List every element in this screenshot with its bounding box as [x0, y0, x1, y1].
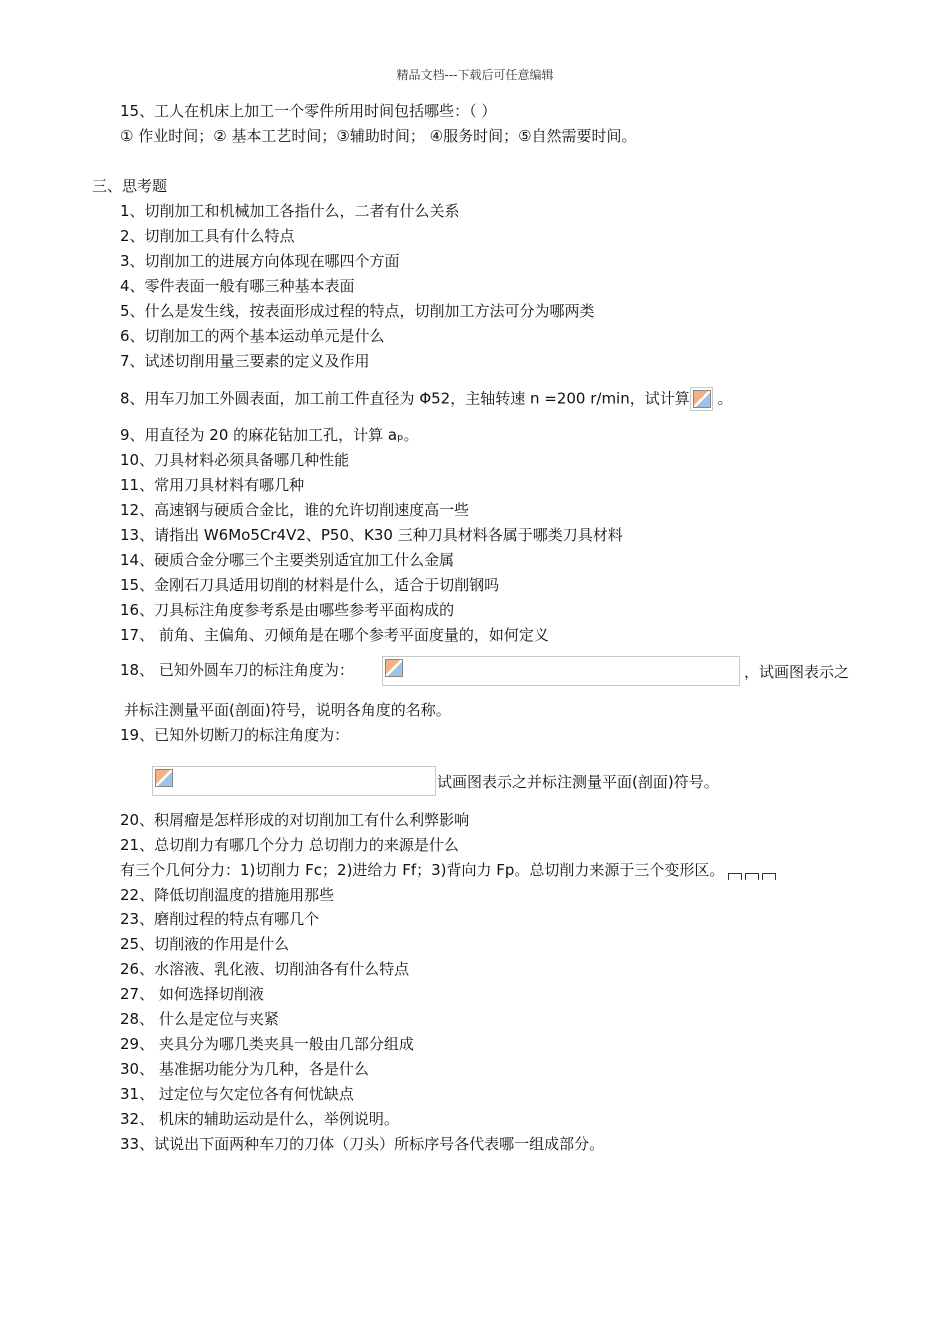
question-22: 22、降低切削温度的措施用那些: [120, 886, 335, 904]
question-15: 15、工人在机床上加工一个零件所用时间包括哪些：（ ）: [120, 102, 497, 120]
question-20: 20、积屑瘤是怎样形成的对切削加工有什么利弊影响: [120, 811, 470, 829]
question-28: 28、 什么是定位与夹紧: [120, 1010, 279, 1028]
question-30: 30、 基准据功能分为几种，各是什么: [120, 1060, 369, 1078]
question-3: 3、切削加工的进展方向体现在哪四个方面: [120, 252, 400, 270]
question-8-text: 8、用车刀加工外圆表面，加工前工件直径为 Φ52，主轴转速 n =200 r/min，试计算: [120, 389, 690, 408]
question-15-options: ① 作业时间；② 基本工艺时间；③辅助时间； ④服务时间；⑤自然需要时间。: [120, 127, 637, 145]
question-29: 29、 夹具分为哪几类夹具一般由几部分组成: [120, 1035, 414, 1053]
question-25: 25、切削液的作用是什么: [120, 935, 290, 953]
question-5: 5、什么是发生线，按表面形成过程的特点，切削加工方法可分为哪两类: [120, 302, 595, 320]
question-10: 10、刀具材料必须具备哪几种性能: [120, 451, 350, 469]
question-15b: 15、金刚石刀具适用切削的材料是什么，适合于切削钢吗: [120, 576, 500, 594]
question-18-tail: ，试画图表示之: [744, 663, 850, 681]
question-2: 2、切削加工具有什么特点: [120, 227, 295, 245]
angle-image-18: [382, 656, 740, 686]
question-21-answer: [120, 860, 779, 880]
question-8: [120, 387, 733, 411]
question-13: 13、请指出 W6Mo5Cr4V2、P50、K30 三种刀具材料各属于哪类刀具材料: [120, 526, 623, 544]
question-32: 32、 机床的辅助运动是什么，举例说明。: [120, 1110, 399, 1128]
question-4: 4、零件表面一般有哪三种基本表面: [120, 277, 355, 295]
question-8-end: 。: [712, 389, 733, 408]
question-19-tail: 试画图表示之并标注测量平面(剖面)符号。: [437, 773, 719, 791]
question-26: 26、水溶液、乳化液、切削油各有什么特点: [120, 960, 410, 978]
question-18-continuation: 并标注测量平面(剖面)符号，说明各角度的名称。: [124, 701, 451, 719]
question-7: 7、试述切削用量三要素的定义及作用: [120, 352, 370, 370]
question-1: 1、切削加工和机械加工各指什么，二者有什么关系: [120, 202, 460, 220]
question-16: 16、刀具标注角度参考系是由哪些参考平面构成的: [120, 601, 455, 619]
question-27: 27、 如何选择切削液: [120, 985, 264, 1003]
question-21: 21、总切削力有哪几个分力 总切削力的来源是什么: [120, 836, 459, 854]
question-17: 17、 前角、主偏角、刃倾角是在哪个参考平面度量的，如何定义: [120, 626, 549, 644]
question-11: 11、常用刀具材料有哪几种: [120, 476, 305, 494]
question-12: 12、高速钢与硬质合金比，谁的允许切削速度高一些: [120, 501, 470, 519]
question-14: 14、硬质合金分哪三个主要类别适宜加工什么金属: [120, 551, 455, 569]
question-23: 23、磨削过程的特点有哪几个: [120, 910, 320, 928]
question-6: 6、切削加工的两个基本运动单元是什么: [120, 327, 385, 345]
question-31: 31、 过定位与欠定位各有何忧缺点: [120, 1085, 354, 1103]
angle-image-19: [152, 766, 436, 796]
question-18-label: 18、 已知外圆车刀的标注角度为：: [120, 661, 354, 679]
question-19: 19、已知外切断刀的标注角度为：: [120, 726, 350, 744]
broken-image-icon: [155, 769, 173, 787]
question-33: 33、试说出下面两种车刀的刀体（刀头）所标序号各代表哪一组成部分。: [120, 1135, 605, 1153]
broken-image-icon: [385, 659, 403, 677]
formula-image-icon: [690, 387, 713, 411]
question-21-answer-text: 有三个几何分力：1)切削力 Fc；2)进给力 Ff；3)背向力 Fp。总切削力来源于三个变形区。: [120, 861, 725, 879]
bracket-marks: [728, 860, 779, 880]
section-title: 三、思考题: [92, 177, 168, 195]
page-header: 精品文档---下载后可任意编辑: [396, 68, 554, 82]
question-9: 9、用直径为 20 的麻花钻加工孔，计算 aₚ。: [120, 426, 419, 444]
broken-image-icon: [693, 390, 711, 408]
